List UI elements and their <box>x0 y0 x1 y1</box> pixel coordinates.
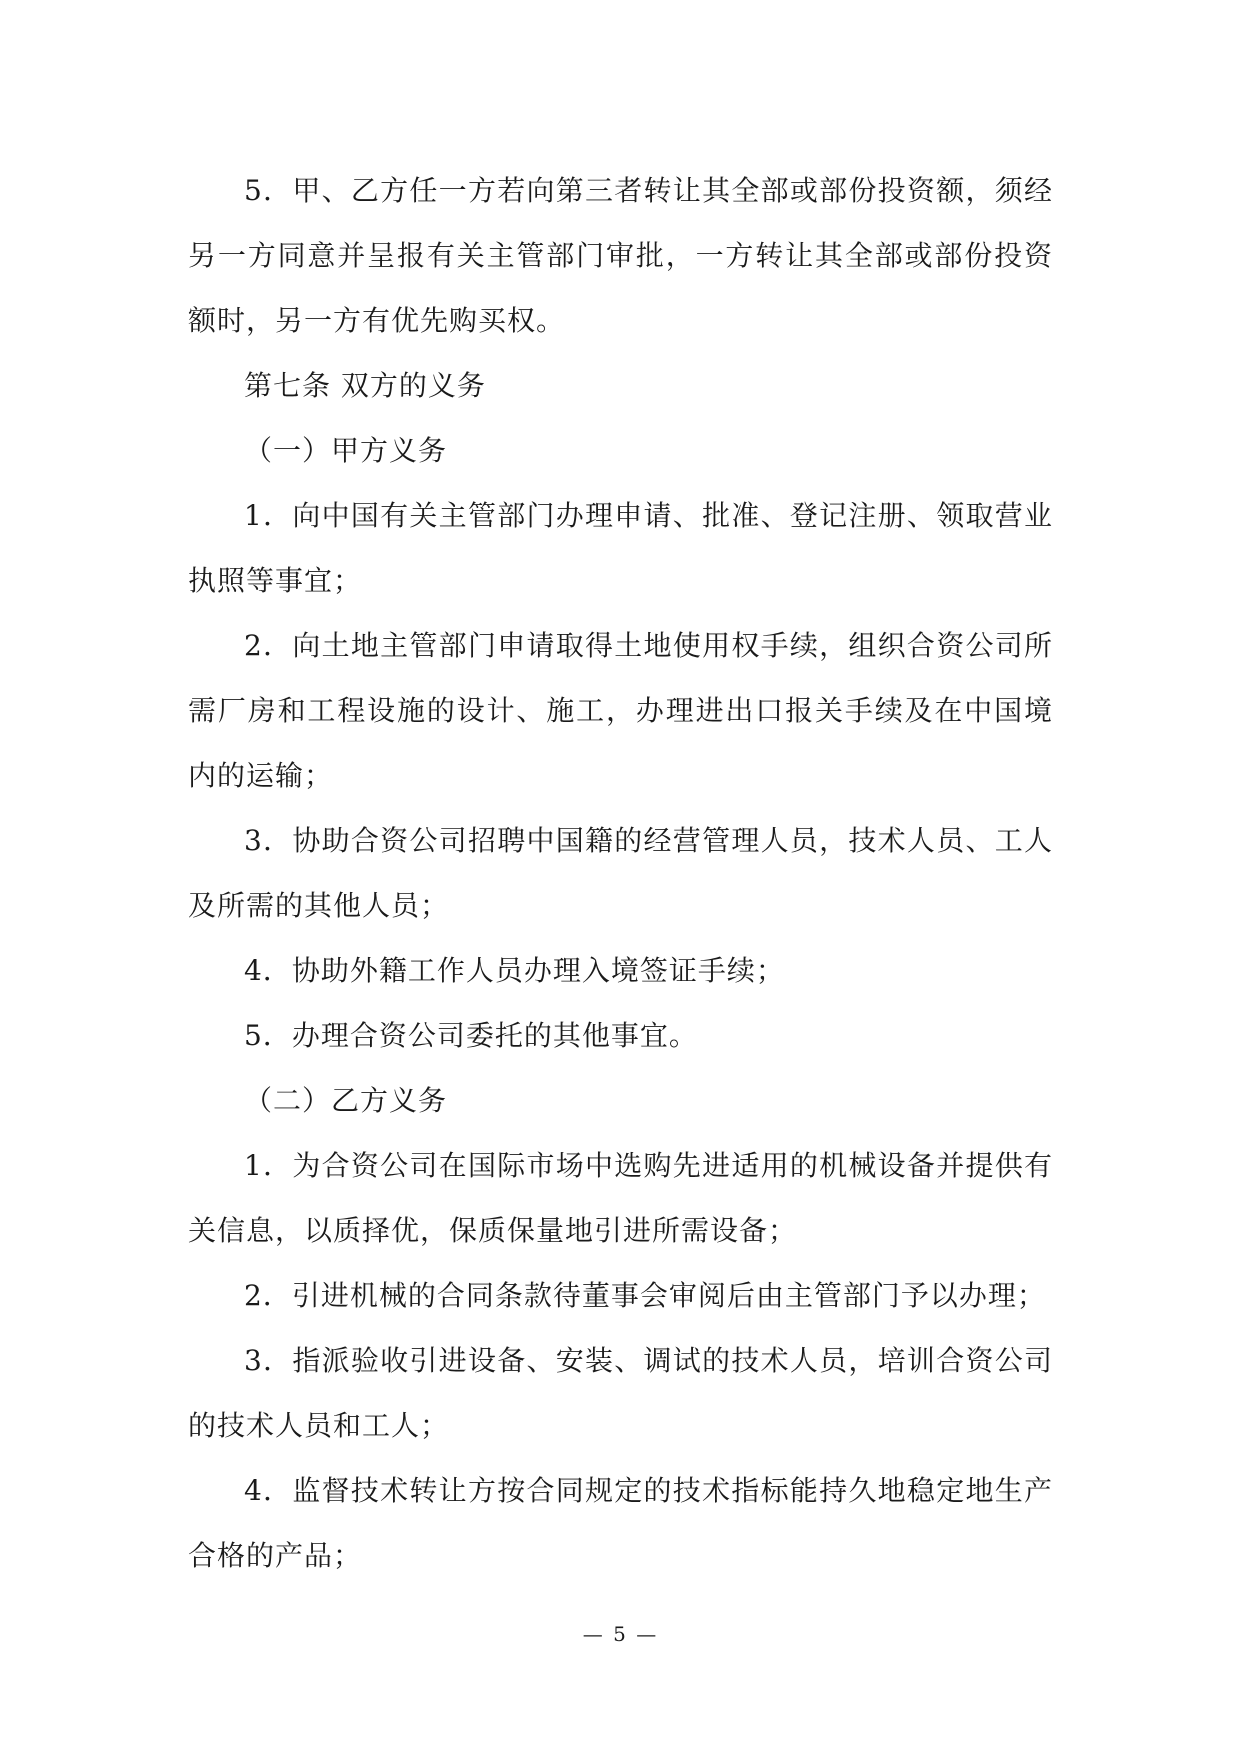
party-a-item-4: 4．协助外籍工作人员办理入境签证手续； <box>244 954 785 987</box>
page-number: — 5 — <box>582 1622 659 1646</box>
party-a-item-5: 5．办理合资公司委托的其他事宜。 <box>244 1019 698 1052</box>
article-seven-heading: 第七条 双方的义务 <box>244 369 486 402</box>
party-a-item-1: 1．向中国有关主管部门办理申请、批准、登记注册、领取营业执照等事宜； <box>188 499 1053 597</box>
party-b-item-2: 2．引进机械的合同条款待董事会审阅后由主管部门予以办理； <box>244 1279 1046 1312</box>
party-a-obligations-heading: （一）甲方义务 <box>244 434 448 467</box>
party-b-item-1: 1．为合资公司在国际市场中选购先进适用的机械设备并提供有关信息，以质择优，保质保量地引进所需设备； <box>188 1149 1053 1247</box>
party-a-item-3: 3．协助合资公司招聘中国籍的经营管理人员，技术人员、工人及所需的其他人员； <box>188 824 1053 922</box>
paragraph-transfer-clause: 5．甲、乙方任一方若向第三者转让其全部或部份投资额，须经另一方同意并呈报有关主管部门审批，一方转让其全部或部份投资额时，另一方有优先购买权。 <box>188 174 1053 337</box>
party-b-item-3: 3．指派验收引进设备、安装、调试的技术人员，培训合资公司的技术人员和工人； <box>188 1344 1053 1442</box>
party-b-item-4: 4．监督技术转让方按合同规定的技术指标能持久地稳定地生产合格的产品； <box>188 1474 1053 1572</box>
document-body <box>188 158 1053 1588</box>
party-a-item-2: 2．向土地主管部门申请取得土地使用权手续，组织合资公司所需厂房和工程设施的设计、施工，办理进出口报关手续及在中国境内的运输； <box>188 629 1053 792</box>
party-b-obligations-heading: （二）乙方义务 <box>244 1084 448 1117</box>
